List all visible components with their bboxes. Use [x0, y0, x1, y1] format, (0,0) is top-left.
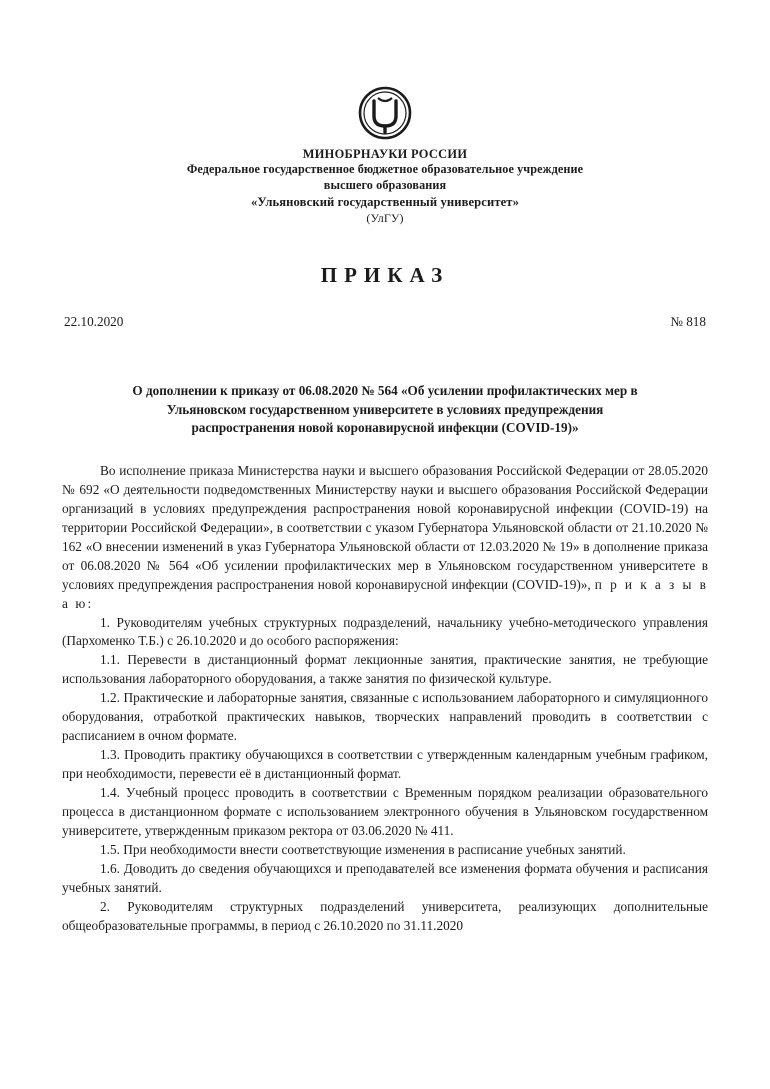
clause-1-4: 1.4. Учебный процесс проводить в соответствии с Временным порядком реализации образовательного процесса в дистанционном формате с использованием электронного обучения в Ульяновском государственном университете, утвержденным приказом ректора от 03.06.2020 № 411. [62, 784, 708, 838]
organization-header [62, 146, 708, 227]
clause-1-2: 1.2. Практические и лабораторные занятия, связанные с использованием лабораторного и симуляционного оборудования, отработкой практических навыков, творческих направлений проводить в соответствии с расписанием в очном формате. [62, 690, 708, 744]
clause-1-6: 1.6. Доводить до сведения обучающихся и преподавателей все изменения формата обучения и расписания учебных занятий. [62, 860, 708, 895]
document-subject [62, 382, 708, 438]
university-abbreviation: (УлГУ) [366, 211, 404, 226]
document-meta-row [62, 314, 708, 330]
clause-1-3: 1.3. Проводить практику обучающихся в соответствии с утвержденным календарным учебным графиком, при необходимости, перевести её в дистанционный формат. [62, 747, 708, 781]
ulgu-emblem-icon [358, 86, 412, 140]
document-number: № 818 [670, 313, 706, 329]
document-type-title: ПРИКАЗ [320, 262, 450, 287]
organization-line-1: Федеральное государственное бюджетное образовательное учреждение [186, 162, 584, 177]
emblem-container [62, 86, 708, 140]
subject-line-3: распространения новой коронавирусной инфекции (COVID-19)» [191, 420, 579, 436]
command-word: п р и к а з ы в а ю: [62, 576, 708, 611]
ministry-name: МИНОБРНАУКИ РОССИИ [302, 147, 468, 161]
organization-line-2: высшего образования [323, 177, 447, 192]
subject-line-1: О дополнении к приказу от 06.08.2020 № 564 «Об усилении профилактических мер в [132, 382, 638, 398]
subject-line-2: Ульяновском государственном университете в условиях предупреждения [166, 401, 604, 417]
clause-1-1: 1.1. Перевести в дистанционный формат лекционные занятия, практические занятия, не требующие использования лабораторного оборудования, а также занятия по физической культуре. [62, 652, 708, 687]
clause-2: 2. Руководителям структурных подразделений университета, реализующих дополнительные общеобразовательные программы, в период с 26.10.2020 по 31.11.2020 [62, 898, 708, 933]
preamble-paragraph [62, 462, 708, 614]
university-name: «Ульяновский государственный университет» [251, 194, 519, 209]
document-body [62, 462, 708, 935]
clause-1-5: 1.5. При необходимости внести соответствующие изменения в расписание учебных занятий. [100, 841, 626, 857]
preamble-text: Во исполнение приказа Министерства науки и высшего образования Российской Федерации от 28.05.2020 № 692 «О деятельности подведомственных Министерству науки и высшего образования Российской Федерации организаций в условиях предупреждения распространения новой коронавирусной инфекции (COVID-19) на территории Российской Федерации», в соответствии с указом Губернатора Ульяновской области от 21.10.2020 № 162 «О внесении изменений в указ Губернатора Ульяновской области от 12.03.2020 № 19» в дополнение приказа от 06.08.2020 № 564 «Об усилении профилактических мер в Ульяновском государственном университете в условиях предупреждения распространения новой коронавирусной инфекции (COVID-19)», [62, 463, 708, 592]
document-date: 22.10.2020 [64, 313, 124, 329]
clause-1: 1. Руководителям учебных структурных подразделений, начальнику учебно-методического управления (Пархоменко Т.Б.) с 26.10.2020 и до особого распоряжения: [62, 614, 708, 649]
